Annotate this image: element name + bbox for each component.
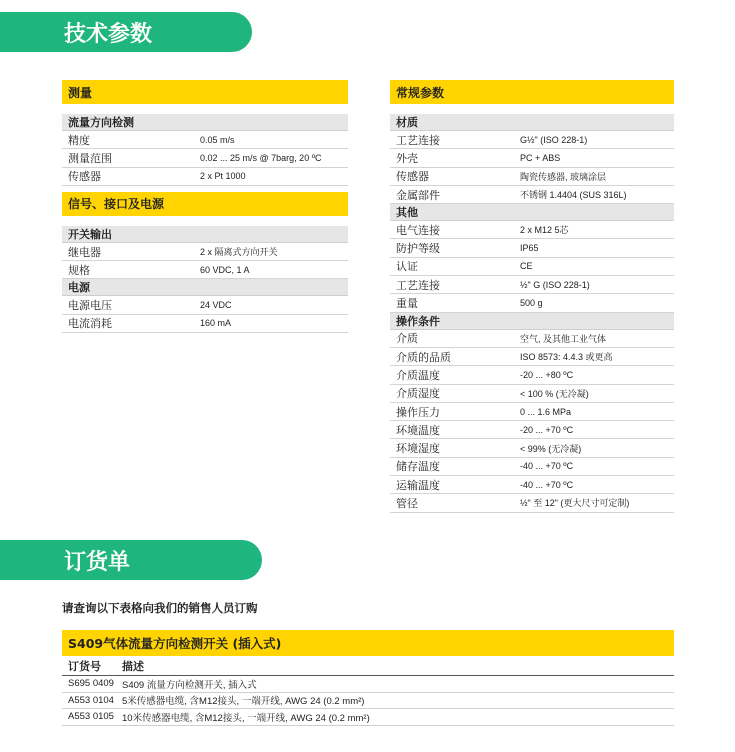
spec-value: IP65 — [520, 243, 539, 254]
spec-row — [390, 385, 674, 403]
material-subhead: 材质 — [390, 114, 674, 131]
spec-key: 规格 — [68, 263, 90, 277]
spec-value: 2 x Pt 1000 — [200, 171, 246, 182]
spec-value: 空气, 及其他工业气体 — [520, 333, 607, 344]
spec-row — [390, 366, 674, 384]
spec-value: -40 ... +70 ºC — [520, 479, 574, 490]
spec-value: 2 x M12 5芯 — [520, 225, 569, 236]
spec-row — [62, 261, 348, 279]
spec-row — [62, 149, 348, 167]
col-description: 描述 — [122, 659, 144, 673]
spec-row — [390, 421, 674, 439]
spec-row — [62, 315, 348, 333]
spec-value: -40 ... +70 ºC — [520, 461, 574, 472]
spec-value: 不锈钢 1.4404 (SUS 316L) — [520, 190, 627, 201]
spec-key: 工艺连接 — [396, 133, 440, 147]
table-row — [62, 709, 674, 726]
table-row — [62, 676, 674, 693]
spec-row — [390, 294, 674, 312]
spec-row — [390, 494, 674, 512]
spec-row — [390, 403, 674, 421]
spec-value: 陶瓷传感器, 玻璃涂层 — [520, 171, 607, 182]
spec-key: 电流消耗 — [68, 317, 112, 331]
measure-rows — [62, 131, 348, 186]
spec-value: 160 mA — [200, 318, 232, 329]
spec-row — [62, 243, 348, 261]
spec-row — [390, 258, 674, 276]
table-row — [62, 693, 674, 710]
spec-value: ½" G (ISO 228-1) — [520, 279, 590, 290]
measure-section-title: 测量 — [62, 80, 348, 104]
spec-key: 环境温度 — [396, 423, 440, 437]
spec-value: 500 g — [520, 298, 543, 309]
spec-row — [390, 221, 674, 239]
spec-key: 环境湿度 — [396, 442, 440, 456]
spec-value: 0.02 ... 25 m/s @ 7barg, 20 ºC — [200, 152, 322, 163]
spec-row — [390, 239, 674, 257]
order-note: 请查询以下表格向我们的销售人员订购 — [62, 601, 258, 615]
spec-key: 电气连接 — [396, 223, 440, 237]
spec-row — [390, 149, 674, 167]
order-no: S695 0409 — [68, 678, 114, 690]
spec-row — [390, 186, 674, 204]
spec-value: -20 ... +70 ºC — [520, 424, 574, 435]
spec-key: 测量范围 — [68, 151, 112, 165]
spec-row — [390, 476, 674, 494]
spec-key: 防护等级 — [396, 242, 440, 256]
spec-key: 外壳 — [396, 151, 418, 165]
order-banner: 订货单 — [0, 540, 262, 580]
spec-value: -20 ... +80 ºC — [520, 369, 574, 380]
spec-row — [390, 131, 674, 149]
order-table-title: S409气体流量方向检测开关 (插入式) — [62, 630, 674, 656]
spec-key: 传感器 — [396, 170, 429, 184]
spec-value: CE — [520, 261, 533, 272]
spec-row — [62, 168, 348, 186]
order-desc: 10米传感器电缆, 含M12接头, 一端开线, AWG 24 (0.2 mm²) — [122, 712, 370, 724]
general-section-title: 常规参数 — [390, 80, 674, 104]
left-spec-column — [62, 80, 348, 333]
order-desc: 5米传感器电缆, 含M12接头, 一端开线, AWG 24 (0.2 mm²) — [122, 696, 365, 708]
flow-direction-subhead: 流量方向检测 — [62, 114, 348, 131]
spec-key: 介质 — [396, 332, 418, 346]
spec-value: PC + ABS — [520, 152, 561, 163]
right-spec-column — [390, 80, 674, 513]
order-desc: S409 流量方向检测开关, 插入式 — [122, 679, 257, 691]
operating-conditions-subhead: 操作条件 — [390, 313, 674, 330]
power-subhead: 电源 — [62, 279, 348, 296]
spec-value: ½" 至 12" (更大尺寸可定制) — [520, 498, 630, 509]
spec-key: 重量 — [396, 297, 418, 311]
spec-value: < 99% (无冷凝) — [520, 443, 582, 454]
spec-row — [62, 131, 348, 149]
signal-section-title: 信号、接口及电源 — [62, 192, 348, 216]
spec-row — [390, 458, 674, 476]
spec-value: < 100 % (无冷凝) — [520, 388, 589, 399]
switch-output-subhead: 开关输出 — [62, 226, 348, 243]
order-no: A553 0104 — [68, 694, 114, 706]
spec-key: 操作压力 — [396, 405, 440, 419]
col-order-no: 订货号 — [68, 659, 101, 673]
spec-value: 2 x 隔离式方向开关 — [200, 247, 278, 258]
spec-value: 0 ... 1.6 MPa — [520, 406, 572, 417]
order-no: A553 0105 — [68, 711, 114, 723]
spec-key: 工艺连接 — [396, 278, 440, 292]
order-table-header — [62, 656, 674, 676]
spec-row — [62, 296, 348, 314]
spec-key: 金属部件 — [396, 188, 440, 202]
spec-value: 24 VDC — [200, 300, 232, 311]
spec-key: 介质的品质 — [396, 350, 451, 364]
spec-row — [390, 168, 674, 186]
spec-key: 继电器 — [68, 245, 101, 259]
spec-key: 储存温度 — [396, 460, 440, 474]
spec-row — [390, 276, 674, 294]
other-subhead: 其他 — [390, 204, 674, 221]
spec-key: 传感器 — [68, 170, 101, 184]
spec-key: 认证 — [396, 260, 418, 274]
spec-value: 60 VDC, 1 A — [200, 264, 250, 275]
spec-key: 介质湿度 — [396, 387, 440, 401]
spec-key: 精度 — [68, 133, 90, 147]
spec-value: 0.05 m/s — [200, 134, 235, 145]
spec-value: G½" (ISO 228-1) — [520, 134, 588, 145]
spec-key: 介质温度 — [396, 368, 440, 382]
spec-row — [390, 348, 674, 366]
spec-row — [390, 439, 674, 457]
spec-row — [390, 330, 674, 348]
spec-value: ISO 8573: 4.4.3 或更高 — [520, 352, 613, 363]
spec-key: 电源电压 — [68, 299, 112, 313]
order-table — [62, 630, 674, 726]
spec-key: 管径 — [396, 496, 418, 510]
tech-spec-banner: 技术参数 — [0, 12, 252, 52]
spec-key: 运输温度 — [396, 478, 440, 492]
